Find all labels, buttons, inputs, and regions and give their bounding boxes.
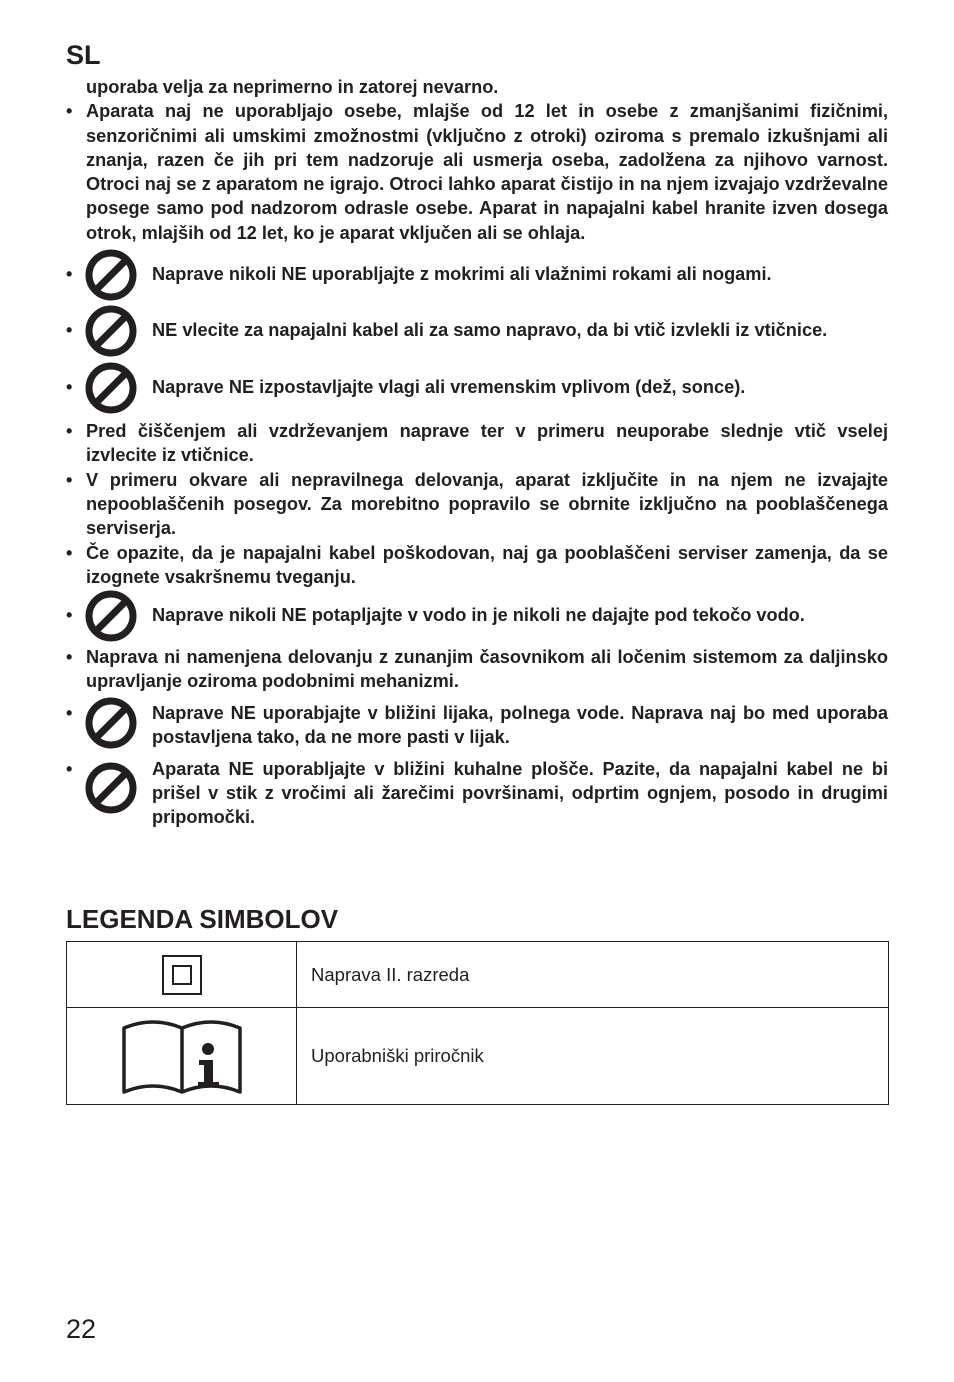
page-number: 22 — [66, 1314, 97, 1344]
bullet: • — [66, 605, 73, 626]
list-item — [66, 757, 888, 830]
item-text: Naprave nikoli NE uporabljajte z mokrimi ali vlažnimi rokami ali nogami. — [152, 264, 772, 285]
symbol-cell — [67, 942, 297, 1008]
list-item — [66, 603, 888, 645]
list-item — [66, 419, 888, 468]
intro-text: uporaba velja za neprimerno in zatorej nevarno. — [86, 77, 499, 97]
bullet: • — [66, 758, 73, 779]
item-text: Naprave nikoli NE potapljajte v vodo in je nikoli ne dajajte pod tekočo vodo. — [152, 605, 805, 626]
item-text: Pred čiščenjem ali vzdrževanjem naprave ter v primeru neuporabe slednje vtič vselej izvlecite iz vtičnice. — [86, 421, 888, 466]
legend-label: Naprava II. razreda — [297, 942, 889, 1008]
no-symbol-icon — [84, 304, 138, 358]
legend-title: LEGENDA SIMBOLOV — [66, 904, 339, 934]
bullet: • — [66, 320, 73, 341]
bullet: • — [66, 702, 73, 723]
item-text: NE vlecite za napajalni kabel ali za samo napravo, da bi vtič izvlekli iz vtičnice. — [152, 320, 828, 341]
no-symbol-icon — [84, 589, 138, 643]
user-manual-book-info-icon — [121, 1016, 243, 1096]
list-item — [66, 468, 888, 541]
legend-label: Uporabniški priročnik — [297, 1008, 889, 1105]
item-text: Naprava ni namenjena delovanju z zunanjim časovnikom ali ločenim sistemom za daljinsko upravljanje oziroma podobnimi mehanizmi. — [86, 647, 888, 692]
item-text: Naprave NE izpostavljajte vlagi ali vremenskim vplivom (dež, sonce). — [152, 377, 746, 398]
table-row — [67, 1008, 889, 1105]
bullet: • — [66, 542, 73, 563]
list-item — [66, 375, 888, 419]
class-ii-double-square-icon — [162, 955, 202, 995]
language-code: SL — [66, 40, 101, 70]
bullet: • — [66, 101, 73, 122]
no-symbol-icon — [84, 761, 138, 815]
item-text: V primeru okvare ali nepravilnega delovanja, aparat izključite in na njem ne izvajajte nepooblaščenih posegov. Za morebitno popravilo se obrnite izključno na pooblaščenega serviserja. — [86, 469, 888, 539]
list-item — [66, 99, 888, 245]
list-item — [66, 701, 888, 757]
no-symbol-icon — [84, 696, 138, 750]
list-item — [66, 262, 888, 308]
bullet: • — [66, 377, 73, 398]
list-item — [66, 645, 888, 694]
no-symbol-icon — [84, 361, 138, 415]
safety-instructions — [66, 75, 888, 830]
item-text: Če opazite, da je napajalni kabel poškodovan, naj ga pooblaščeni serviser zamenja, da se izognete vsakršnemu tveganju. — [86, 542, 888, 587]
bullet: • — [66, 469, 73, 490]
item-text: Naprave NE uporabjajte v bližini lijaka, polnega vode. Naprava naj bo med uporaba postavljena tako, da ne more pasti v lijak. — [152, 702, 888, 748]
symbol-legend-table — [66, 941, 889, 1105]
bullet: • — [66, 647, 73, 668]
no-symbol-icon — [84, 248, 138, 302]
list-item — [66, 541, 888, 590]
bullet: • — [66, 421, 73, 442]
bullet: • — [66, 264, 73, 285]
item-text: Aparata naj ne uporabljajo osebe, mlajše od 12 let in osebe z zmanjšanimi fizičnimi, senzoričnimi ali umskimi zmožnostmi (vključno z otroki) oziroma s premalo izkušnjami ali znanja, razen če jih pri tem nadzoruje ali usmerja oseba, zadolžena za njihovo varnost. Otroci naj se z aparatom ne igrajo. Otroci lahko aparat čistijo in na njem izvajajo vzdrževalne posege samo pod nadzorom odrasle osebe. Aparat in napajalni kabel hranite izven dosega otrok, mlajših od 12 let, ko je aparat vključen ali se ohlaja. — [86, 101, 888, 243]
symbol-cell — [67, 1008, 297, 1105]
item-text: Aparata NE uporabljajte v bližini kuhalne plošče. Pazite, da napajalni kabel ne bi prišel v stik z vročimi ali žarečimi površinami, odprtim ognjem, posodo in drugimi pripomočki. — [152, 758, 888, 828]
list-item — [66, 318, 888, 365]
table-row — [67, 942, 889, 1008]
